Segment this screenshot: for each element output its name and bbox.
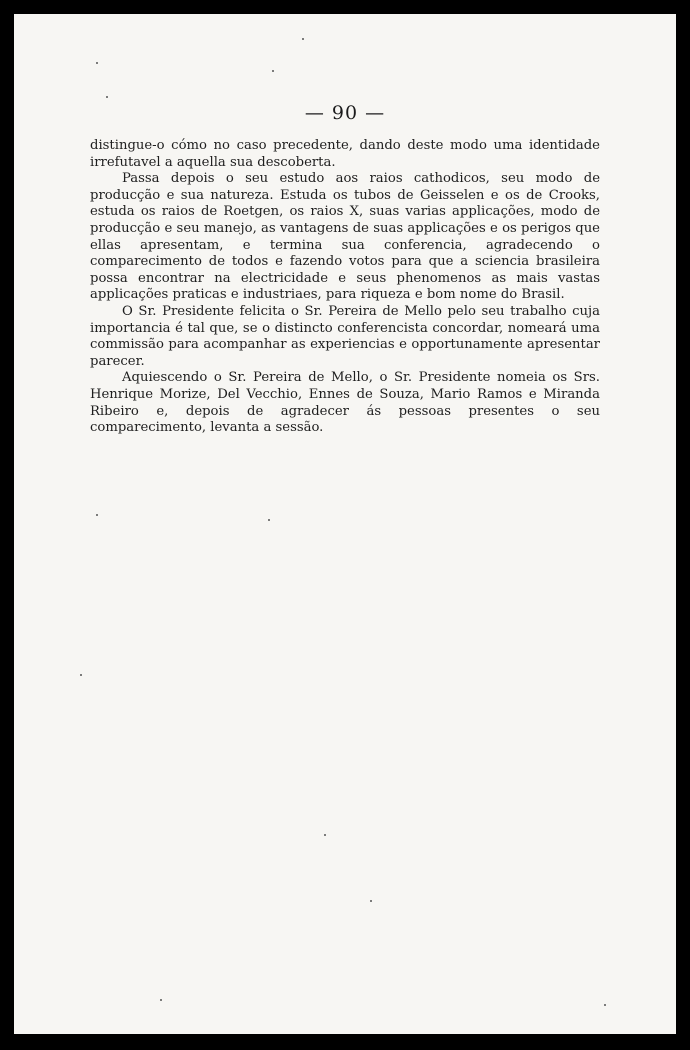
scan-speck — [96, 62, 98, 64]
scan-speck — [272, 70, 274, 72]
paragraph-4: Aquiescendo o Sr. Pereira de Mello, o Sr. Presidente nomeia os Srs. Henrique Morize, Del Vecchio, Ennes de Souza, Mario Ramos e Miranda Ribeiro e, depois de agradecer ás pessoas presentes o seu comparecimento, levanta a sessão. — [90, 370, 600, 436]
scan-speck — [96, 514, 98, 516]
scan-speck — [268, 519, 270, 521]
scan-speck — [324, 834, 326, 836]
document-page — [14, 14, 676, 1034]
scan-speck — [160, 999, 162, 1001]
scan-speck — [604, 1004, 606, 1006]
body-text — [90, 138, 600, 437]
page-number: — 90 — — [304, 102, 386, 124]
paragraph-2: Passa depois o seu estudo aos raios cathodicos, seu modo de producção e sua natureza. Estuda os tubos de Geisselen e os de Crooks, estuda os raios de Roetgen, os raios X, suas varias applicações, modo de producção e seu manejo, as vantagens de suas applicações e os perigos que ellas apresentam, e termina sua conferencia, agradecendo o comparecimento de todos e fazendo votos para que a sciencia brasileira possa encontrar na electricidade e seus phenomenos as mais vastas applicações praticas e industriaes, para riqueza e bom nome do Brasil. — [90, 171, 600, 303]
scan-speck — [106, 96, 108, 98]
scan-speck — [370, 900, 372, 902]
scan-speck — [302, 38, 304, 40]
paragraph-1: distingue-o cómo no caso precedente, dando deste modo uma identidade irrefutavel a aquella sua descoberta. — [90, 138, 600, 170]
scan-speck — [80, 674, 82, 676]
paragraph-3: O Sr. Presidente felicita o Sr. Pereira de Mello pelo seu trabalho cuja importancia é tal que, se o distincto conferencista concordar, nomeará uma commissão para acompanhar as experiencias e opportunamente apresentar parecer. — [90, 303, 600, 369]
